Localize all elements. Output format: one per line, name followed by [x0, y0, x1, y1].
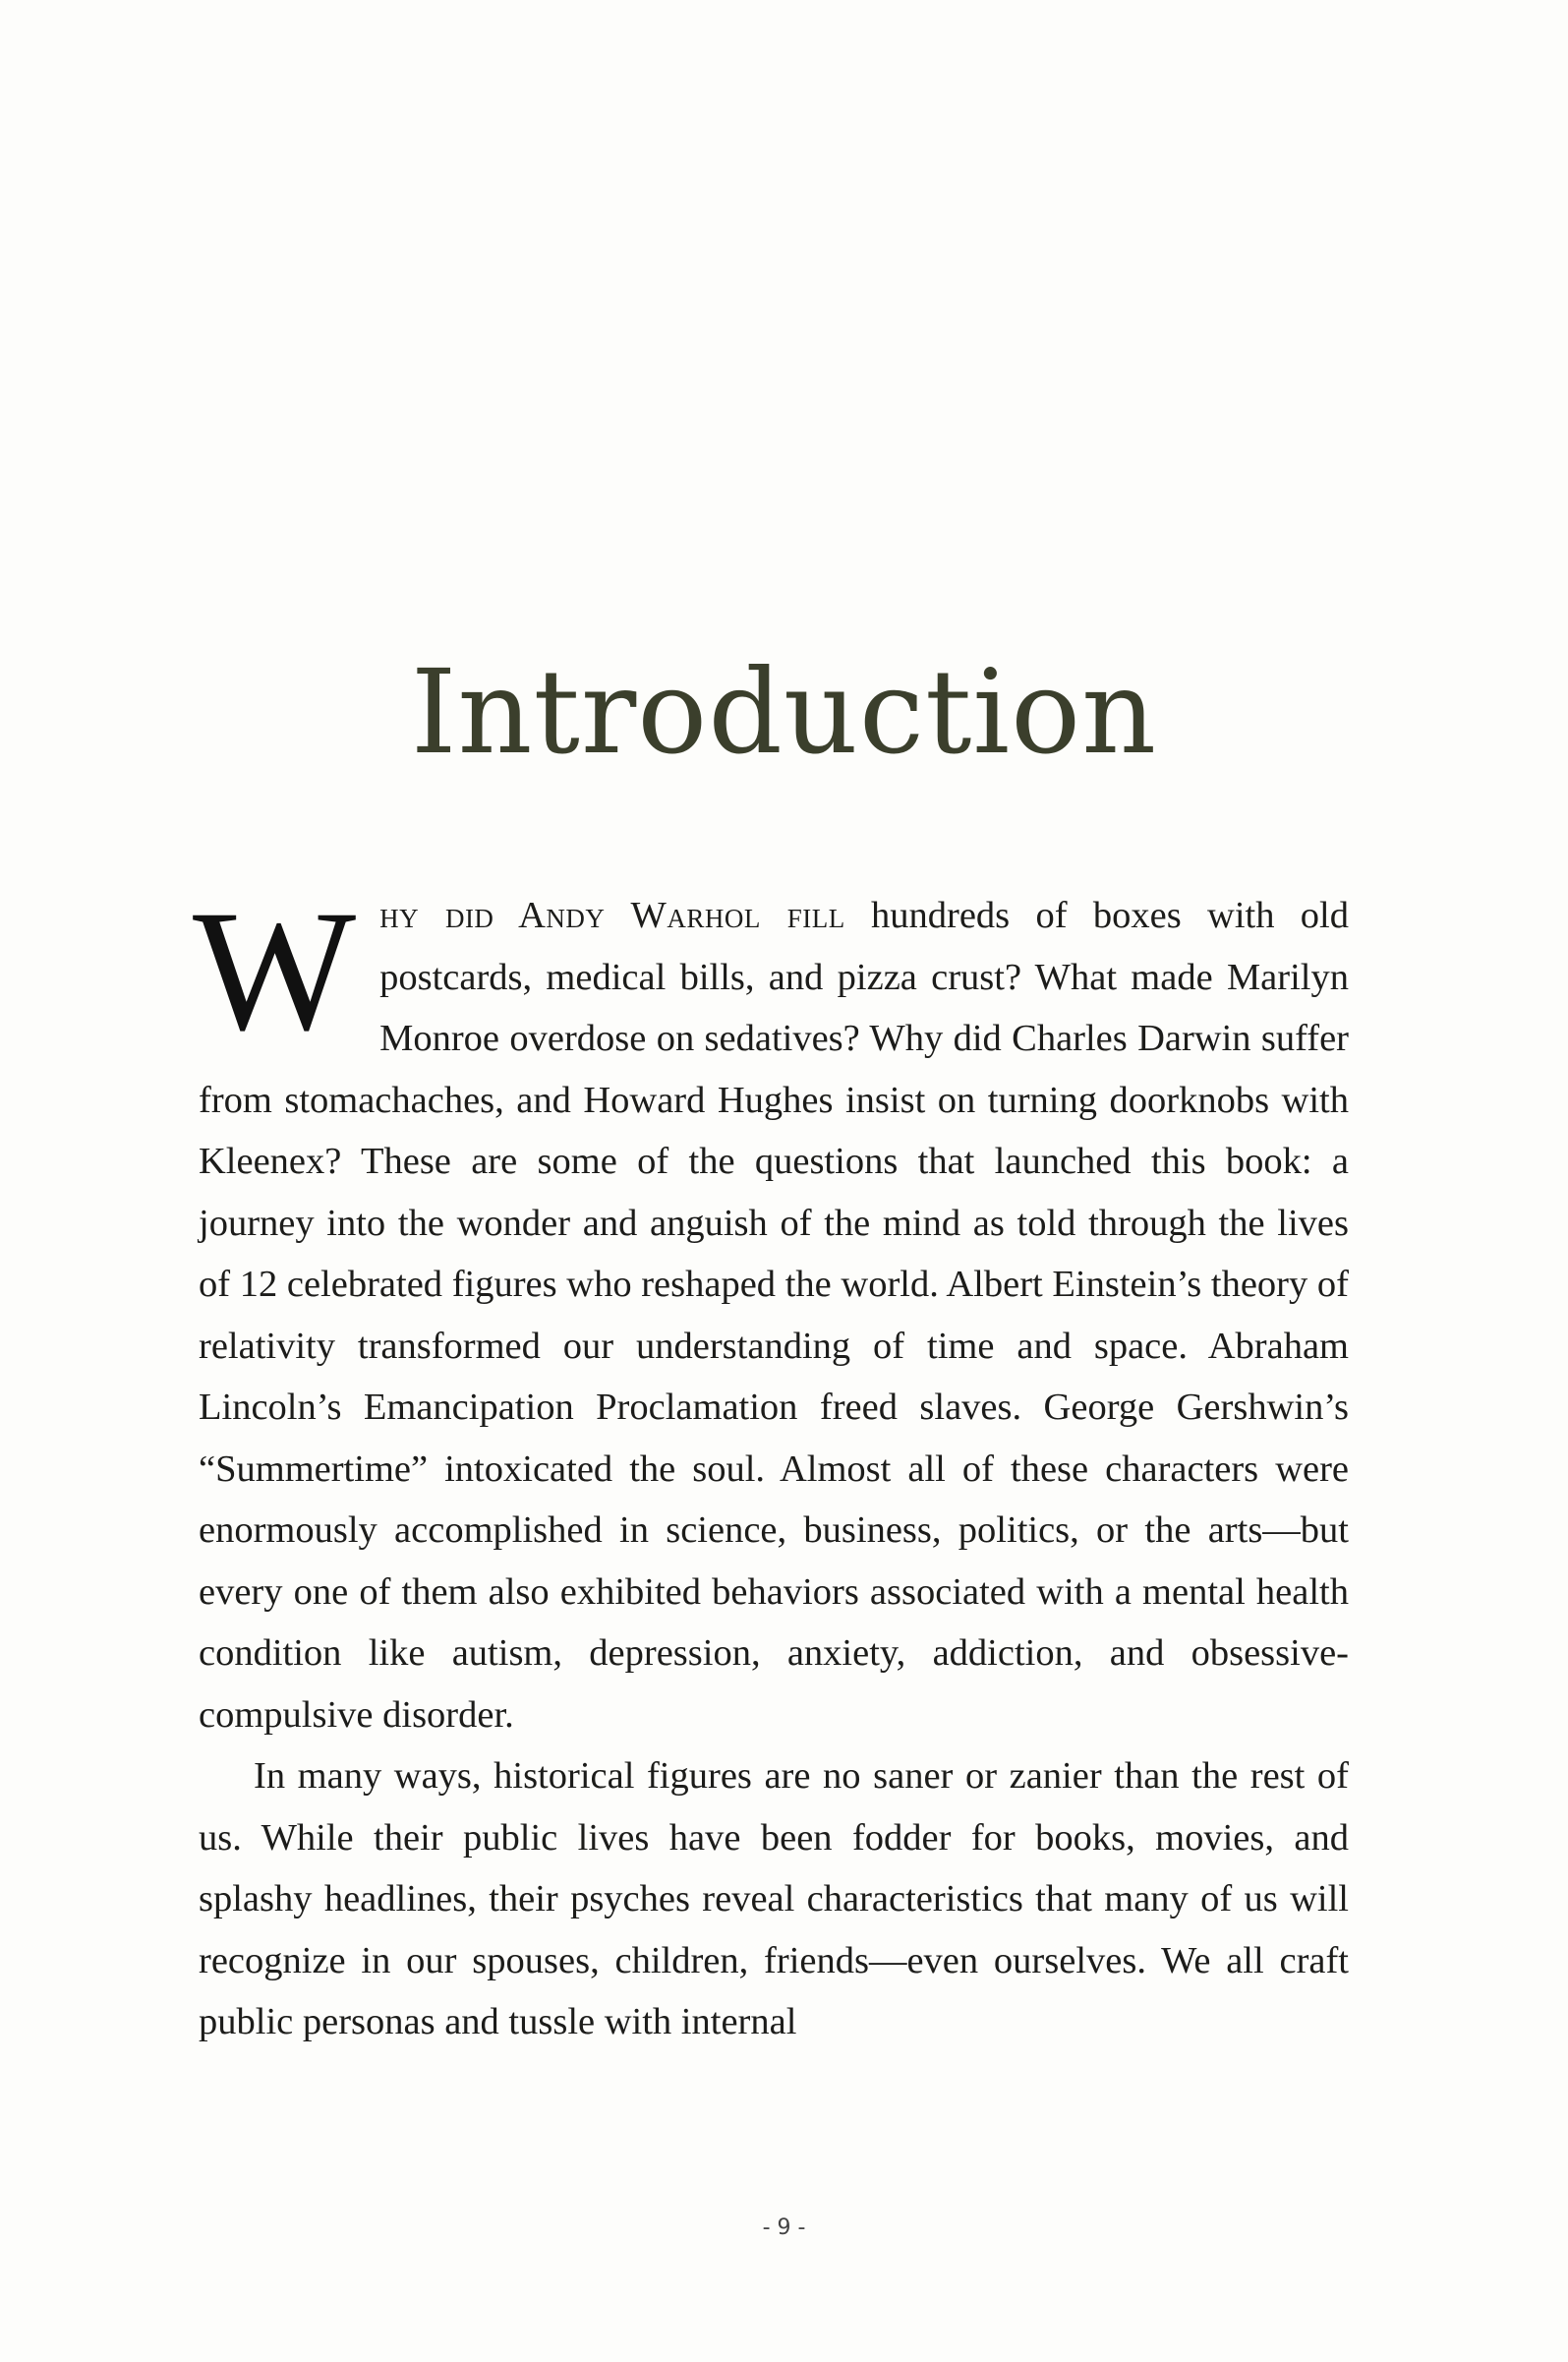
- page-number: - 9 -: [762, 2215, 806, 2240]
- drop-cap: W: [193, 875, 357, 1067]
- body-text: [193, 875, 1349, 2053]
- lead-in-small-caps: hy did Andy Warhol fill: [379, 895, 845, 936]
- paragraph-1-text: hundreds of boxes with old postcards, medical bills, and pizza crust? What made Marilyn Monroe overdose on sedatives? Why did Charles Darwin suffer from stomachaches, and Howard Hughes insist on turning doorknobs with Kleenex? These are some of the questions that launched this book: a journey into the wonder and anguish of the mind as told through the lives of 12 celebrated figures who reshaped the world. Albert Einstein’s theory of relativity transformed our understanding of time and space. Abraham Lincoln’s Emancipation Proclamation freed slaves. George Gershwin’s “Summertime” intoxicated the soul. Almost all of these characters were enormously accomplished in science, business, politics, or the arts—but every one of them also exhibited behaviors associated with a mental health condition like autism, depression, anxiety, addiction, and obsessive-compulsive disorder.: [199, 895, 1349, 1736]
- paragraph-2: In many ways, historical figures are no saner or zanier than the rest of us. While their public lives have been fodder for books, movies, and splashy headlines, their psyches reveal characteristics that many of us will recognize in our spouses, children, friends—even ourselves. We all craft public personas and tussle with internal: [199, 1755, 1349, 2042]
- paragraph-1: [193, 875, 1349, 1745]
- chapter-title: Introduction: [410, 644, 1158, 780]
